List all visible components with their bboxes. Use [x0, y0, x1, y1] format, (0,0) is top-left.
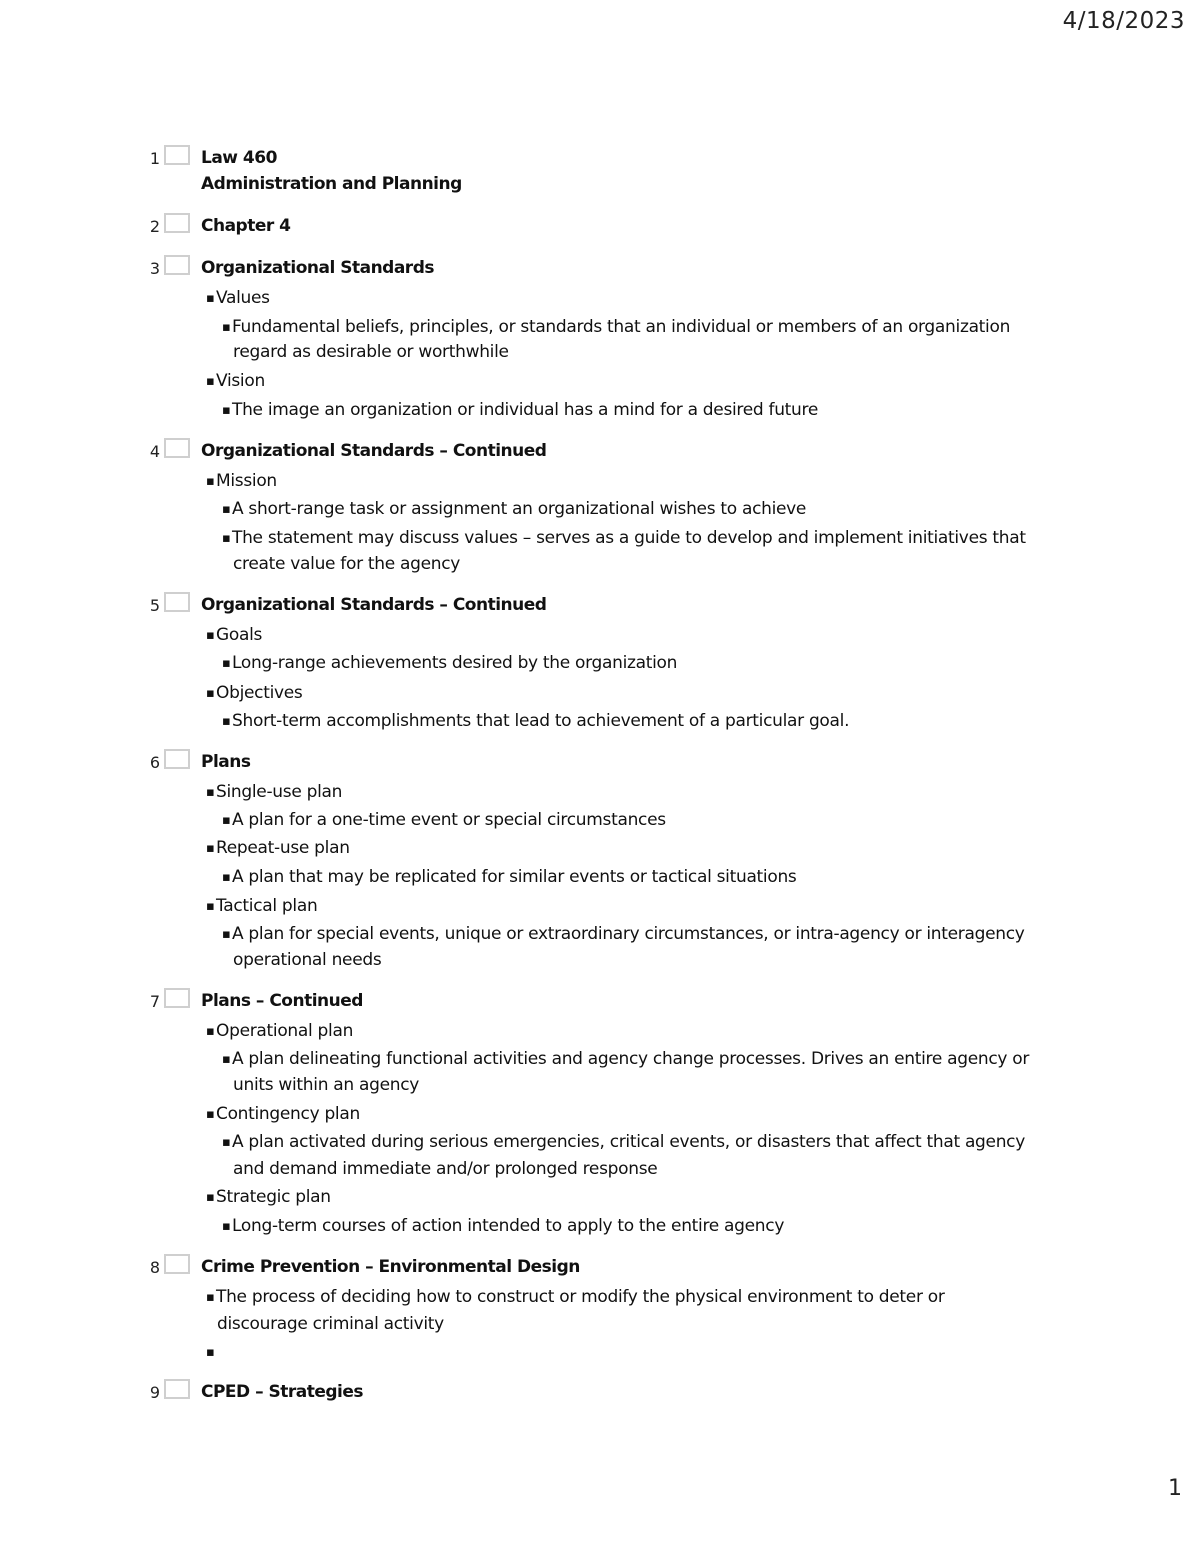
bullet-text: The image an organization or individual has a mind for a desired future	[232, 400, 818, 420]
bullet-level2	[222, 708, 849, 735]
bullet-continuation: discourage criminal activity	[217, 1314, 444, 1334]
slide-thumbnail[interactable]	[164, 255, 190, 275]
slide-thumbnail[interactable]	[164, 988, 190, 1008]
slide-number: 1	[149, 149, 160, 168]
bullet-marker: ▪	[206, 628, 215, 643]
bullet-text: A plan for a one-time event or special circumstances	[232, 810, 666, 830]
bullet-continuation: create value for the agency	[233, 554, 461, 574]
slide-title: CPED – Strategies	[201, 1382, 364, 1402]
bullet-text: A plan that may be replicated for similar events or tactical situations	[232, 867, 797, 887]
slide-title: Plans	[201, 752, 251, 772]
slide-thumbnail[interactable]	[164, 749, 190, 769]
bullet-text: Short-term accomplishments that lead to achievement of a particular goal.	[232, 711, 850, 731]
bullet-marker: ▪	[206, 841, 215, 856]
bullet-text: Goals	[216, 625, 263, 645]
bullet-marker: ▪	[206, 291, 215, 306]
bullet-text: A plan delineating functional activities and agency change processes. Drives an entire agency or	[232, 1049, 1030, 1069]
bullet-level2	[222, 496, 806, 523]
bullet-marker: ▪	[206, 686, 215, 701]
page-number: 1	[1168, 1476, 1182, 1501]
bullet-level1	[206, 835, 350, 862]
slide-thumbnail[interactable]	[164, 1379, 190, 1399]
bullet-level2	[222, 864, 796, 891]
bullet-text: Vision	[216, 371, 265, 391]
bullet-level2	[222, 1129, 1025, 1156]
bullet-marker: ▪	[222, 320, 231, 335]
bullet-marker: ▪	[206, 1107, 215, 1122]
bullet-level1	[206, 1101, 360, 1128]
bullet-text: A plan for special events, unique or extraordinary circumstances, or intra-agency or interagency	[232, 924, 1025, 944]
bullet-text: Long-term courses of action intended to apply to the entire agency	[232, 1216, 785, 1236]
bullet-text: A short-range task or assignment an organizational wishes to achieve	[232, 499, 807, 519]
bullet-text: Values	[216, 288, 270, 308]
bullet-marker: ▪	[206, 374, 215, 389]
slide-number: 6	[149, 753, 160, 772]
bullet-level1	[206, 893, 317, 920]
slide-thumbnail[interactable]	[164, 1254, 190, 1274]
bullet-text: Tactical plan	[216, 896, 318, 916]
bullet-text: Objectives	[216, 683, 303, 703]
bullet-text: Strategic plan	[216, 1187, 331, 1207]
slide-title: Organizational Standards – Continued	[201, 595, 547, 615]
bullet-marker: ▪	[222, 656, 231, 671]
bullet-text: Operational plan	[216, 1021, 354, 1041]
bullet-marker: ▪	[206, 785, 215, 800]
slide-thumbnail[interactable]	[164, 213, 190, 233]
bullet-marker: ▪	[206, 1024, 215, 1039]
bullet-text: Long-range achievements desired by the organization	[232, 653, 678, 673]
bullet-text: Single-use plan	[216, 782, 343, 802]
slide-title: Plans – Continued	[201, 991, 363, 1011]
bullet-level1-empty	[206, 1339, 216, 1366]
bullet-marker: ▪	[222, 1219, 231, 1234]
bullet-level1	[206, 680, 302, 707]
slide-thumbnail[interactable]	[164, 592, 190, 612]
bullet-level1	[206, 622, 262, 649]
bullet-marker: ▪	[222, 531, 231, 546]
slide-number: 8	[149, 1258, 160, 1277]
bullet-text: Mission	[216, 471, 277, 491]
slide-title: Organizational Standards – Continued	[201, 441, 547, 461]
bullet-text: Contingency plan	[216, 1104, 360, 1124]
bullet-level2	[222, 397, 818, 424]
bullet-level2	[222, 1046, 1029, 1073]
bullet-marker: ▪	[206, 1190, 215, 1205]
bullet-marker: ▪	[222, 870, 231, 885]
bullet-level2	[222, 807, 666, 834]
bullet-level1	[206, 1184, 331, 1211]
bullet-marker: ▪	[222, 1052, 231, 1067]
bullet-level1	[206, 1284, 945, 1311]
bullet-level1	[206, 779, 342, 806]
bullet-marker: ▪	[222, 714, 231, 729]
slide-number: 9	[149, 1383, 160, 1402]
slide-number: 5	[149, 596, 160, 615]
slide-subtitle: Administration and Planning	[201, 174, 462, 194]
bullet-text: Fundamental beliefs, principles, or standards that an individual or members of an organization	[232, 317, 1011, 337]
bullet-marker: ▪	[222, 927, 231, 942]
bullet-marker: ▪	[206, 899, 215, 914]
bullet-level2	[222, 921, 1025, 948]
bullet-level1	[206, 285, 270, 312]
bullet-level2	[222, 314, 1010, 341]
bullet-continuation: operational needs	[233, 950, 382, 970]
bullet-continuation: units within an agency	[233, 1075, 420, 1095]
bullet-marker: ▪	[206, 1290, 215, 1305]
slide-number: 7	[149, 992, 160, 1011]
bullet-continuation: and demand immediate and/or prolonged response	[233, 1159, 658, 1179]
bullet-marker: ▪	[206, 474, 215, 489]
bullet-level1	[206, 468, 277, 495]
bullet-marker: ▪	[206, 1345, 215, 1360]
bullet-marker: ▪	[222, 502, 231, 517]
bullet-continuation: regard as desirable or worthwhile	[233, 342, 509, 362]
slide-title: Organizational Standards	[201, 258, 434, 278]
bullet-level1	[206, 368, 265, 395]
bullet-text: A plan activated during serious emergencies, critical events, or disasters that affect that agency	[232, 1132, 1025, 1152]
bullet-level2	[222, 1213, 784, 1240]
bullet-marker: ▪	[222, 403, 231, 418]
slide-title: Crime Prevention – Environmental Design	[201, 1257, 580, 1277]
slide-title: Chapter 4	[201, 216, 291, 236]
slide-title: Law 460	[201, 148, 277, 168]
slide-thumbnail[interactable]	[164, 438, 190, 458]
bullet-level1	[206, 1018, 353, 1045]
bullet-text: Repeat-use plan	[216, 838, 350, 858]
bullet-level2	[222, 650, 677, 677]
bullet-marker: ▪	[222, 813, 231, 828]
bullet-level2	[222, 525, 1026, 552]
bullet-text: The process of deciding how to construct or modify the physical environment to deter or	[216, 1287, 945, 1307]
bullet-text: The statement may discuss values – serves as a guide to develop and implement initiatives that	[232, 528, 1026, 548]
slide-number: 2	[149, 217, 160, 236]
slide-number: 3	[149, 259, 160, 278]
slide-number: 4	[149, 442, 160, 461]
page-date: 4/18/2023	[1062, 8, 1185, 34]
bullet-marker: ▪	[222, 1135, 231, 1150]
slide-thumbnail[interactable]	[164, 145, 190, 165]
